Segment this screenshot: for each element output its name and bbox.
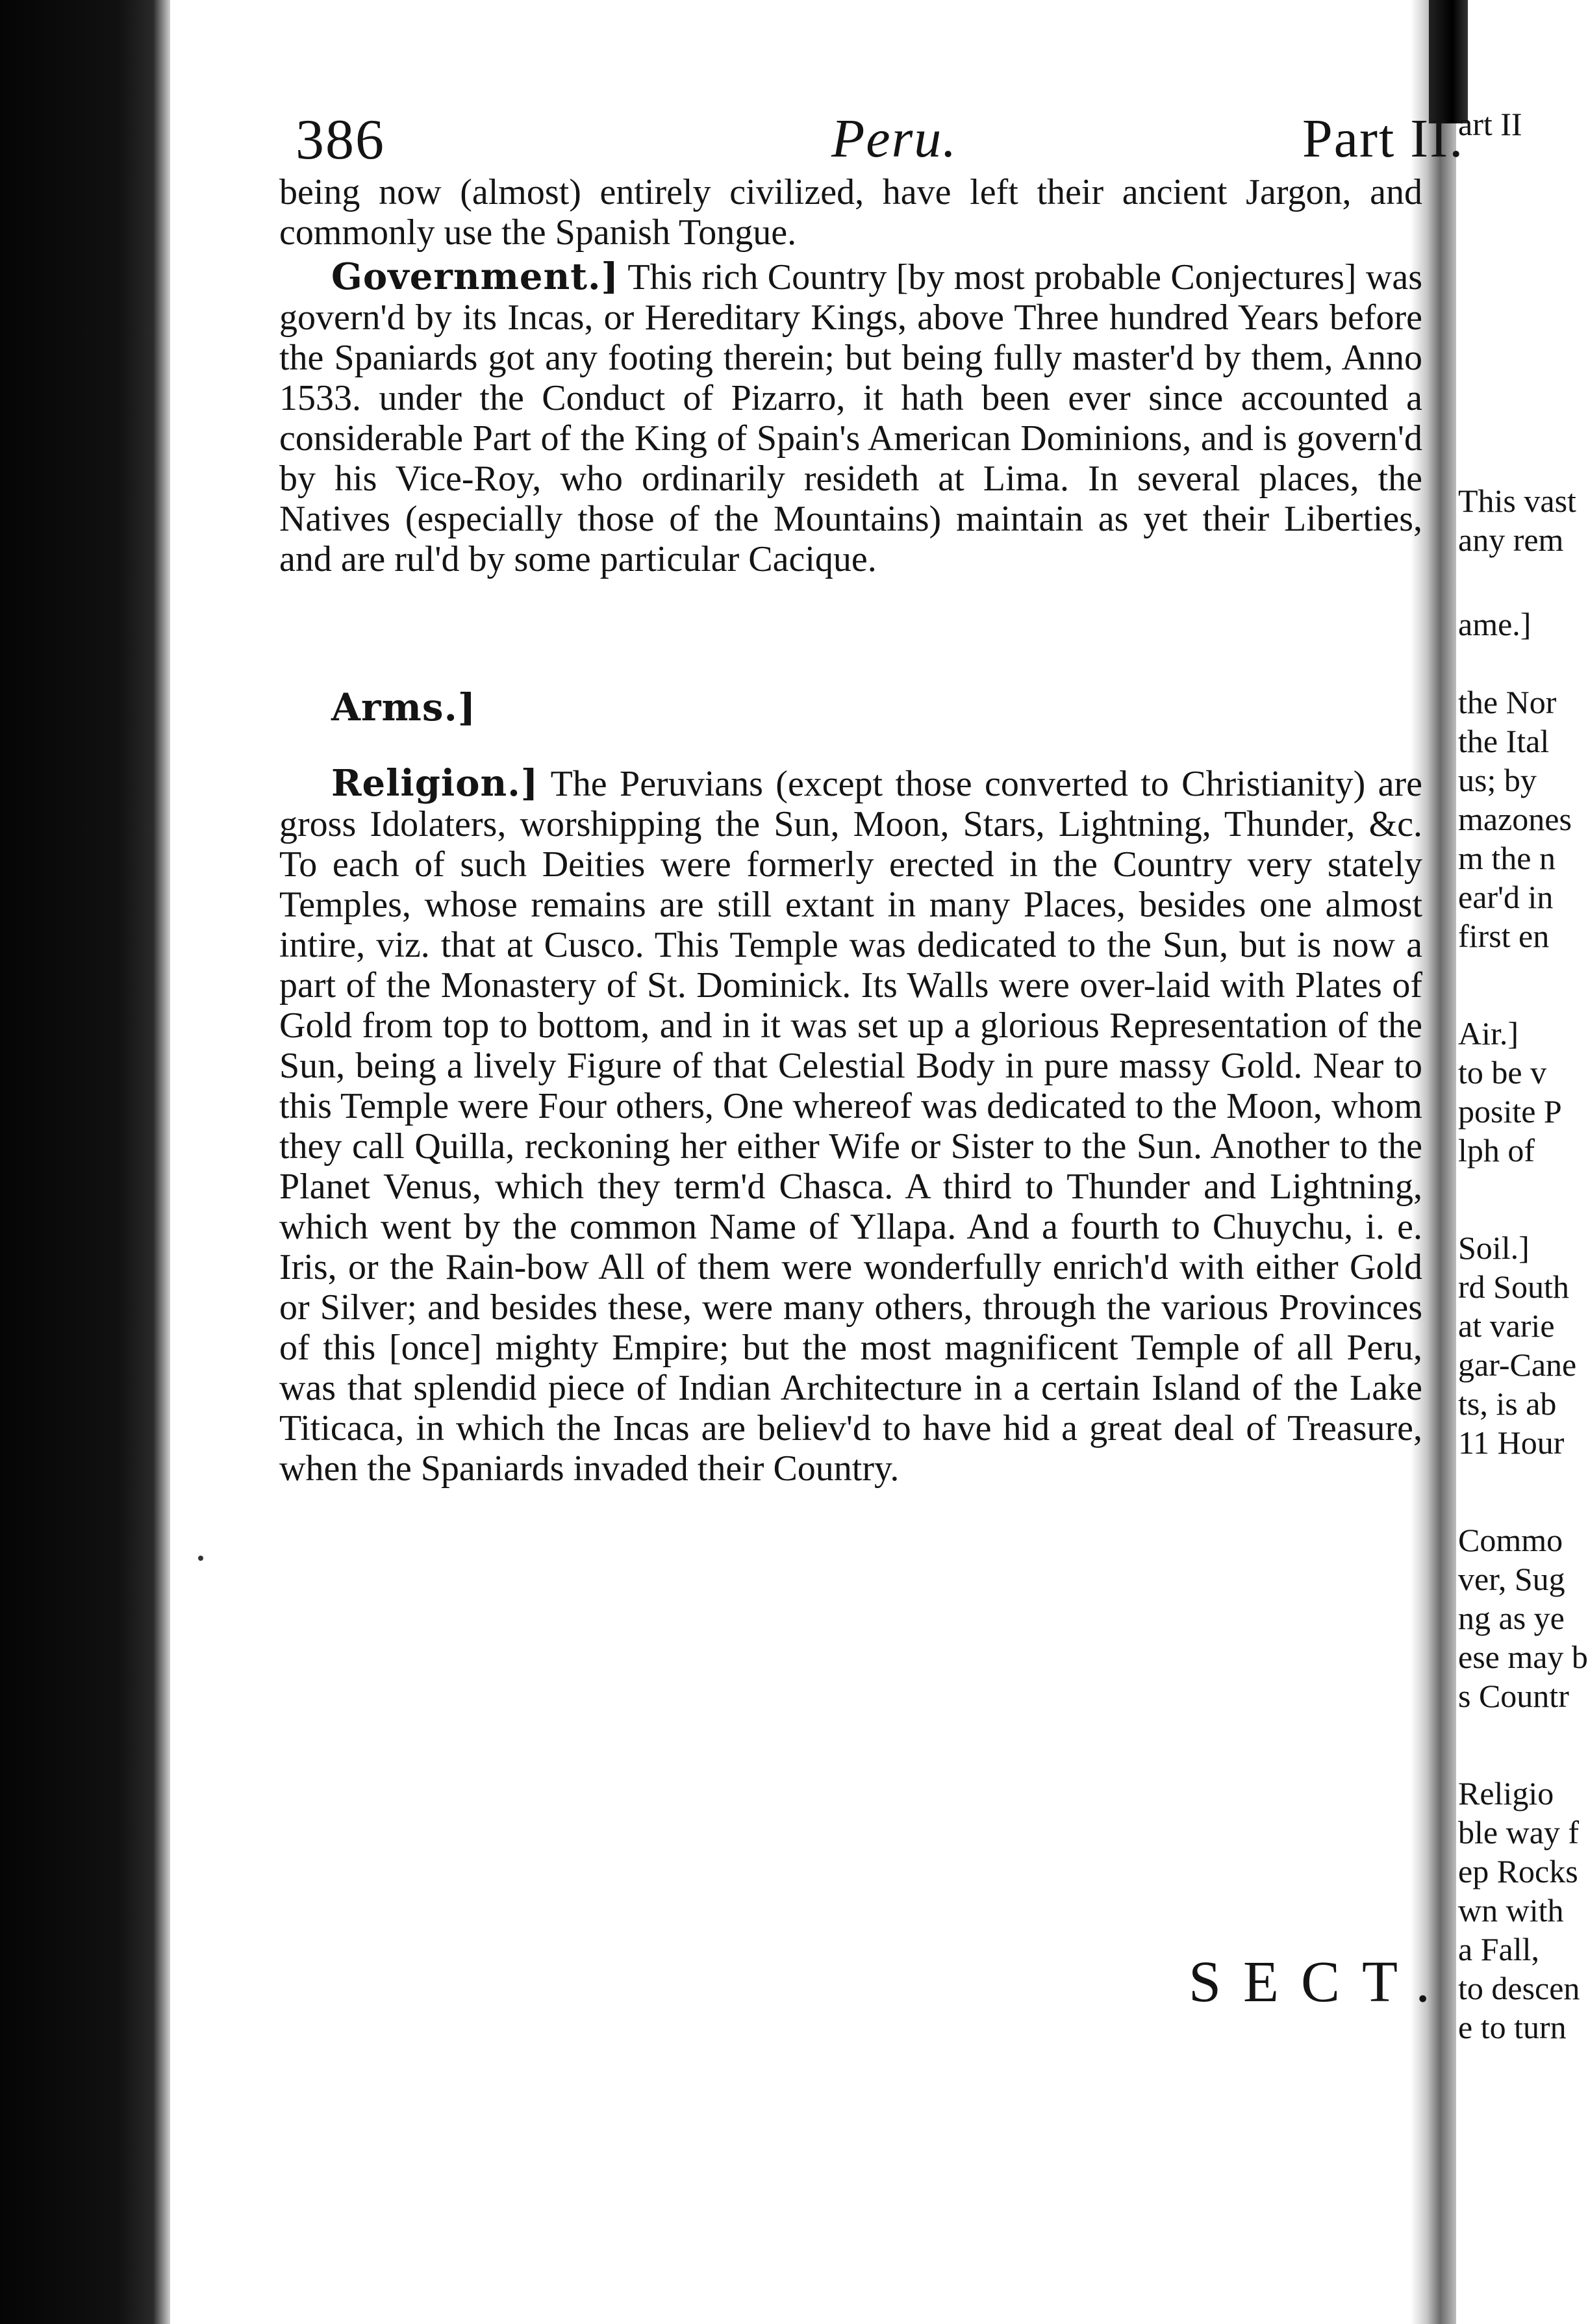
facing-page-line: wn with	[1458, 1892, 1564, 1928]
facing-page-line: any rem	[1458, 522, 1564, 558]
facing-page-line: This vast	[1458, 483, 1576, 519]
religion-text: The Peruvians (except those converted to Christianity) are gross Idolaters, worshipping the Sun, Moon, Stars, Lightning, Thunder, &c. To each of such Deities were formerly erected in the Country very stately Temples, whose remains are still extant in many Places, besides one almost intire, viz. that at Cusco. This Temple was dedicated to the Sun, but is now a part of the Monastery of St. Dominick. Its Walls were over-laid with Plates of Gold from top to bottom, and in it was set up a glorious Representation of the Sun, being a lively Figure of that Celestial Body in pure massy Gold. Near to this Temple were Four others, One whereof was dedicated to the Moon, whom they call Quilla, reckoning her either Wife or Sister to the Sun. Another to the Planet Venus, which they term'd Chasca. A third to Thunder and Lightning, which went by the common Name of Yllapa. And a fourth to Chuychu, i. e. Iris, or the Rain-bow All of them were wonderfully enrich'd with either Gold or Silver; and besides these, were many others, through the various Provinces of this [once] mighty Empire; but the most magnificent Temple of all Peru, was that splendid piece of Indian Architecture in a certain Island of the Lake Titicaca, in which the Incas are believ'd to have hid a great deal of Treasure, when the Spaniards invaded their Country.	[279, 764, 1422, 1489]
facing-page-line: to descen	[1458, 1970, 1580, 2006]
facing-page-line: posite P	[1458, 1093, 1562, 1130]
facing-page-line: ver, Sug	[1458, 1561, 1565, 1597]
government-heading: Government.]	[331, 255, 620, 298]
government-section	[279, 257, 1422, 579]
facing-page-line: 11 Hour	[1458, 1424, 1565, 1461]
part-label: Part II.	[1302, 108, 1465, 169]
facing-page-line: at varie	[1458, 1307, 1555, 1344]
intro-paragraph: being now (almost) entirely civilized, have left their ancient Jargon, and commonly use the Spanish Tongue.	[279, 172, 1422, 253]
facing-page-line: the Nor	[1458, 684, 1557, 720]
facing-page-line: mazones	[1458, 801, 1572, 837]
intro-block	[279, 172, 1422, 253]
facing-page-line: m the n	[1458, 840, 1556, 876]
facing-page-line: ame.]	[1458, 606, 1531, 642]
facing-page-line: to be v	[1458, 1054, 1547, 1091]
facing-page-line: rd South	[1458, 1269, 1569, 1305]
facing-page-line: ble way f	[1458, 1814, 1580, 1850]
facing-page-line: a Fall,	[1458, 1931, 1539, 1967]
religion-section	[279, 763, 1422, 1489]
facing-page-line: gar-Cane	[1458, 1346, 1577, 1383]
government-text: This rich Country [by most probable Conjectures] was govern'd by its Incas, or Hereditary Kings, above Three hundred Years before the Spaniards got any footing therein; but being fully master'd by them, Anno 1533. under the Conduct of Pizarro, it hath been ever since accounted a considerable Part of the King of Spain's American Dominions, and is govern'd by his Vice-Roy, who ordinarily resideth at Lima. In several places, the Natives (especially those of the Mountains) maintain as yet their Liberties, and are rul'd by some particular Cacique.	[279, 257, 1422, 579]
facing-page-line: ese may b	[1458, 1639, 1588, 1675]
facing-page-line: us; by	[1458, 762, 1537, 798]
facing-page-line: Soil.]	[1458, 1230, 1530, 1266]
facing-page-line: Religio	[1458, 1775, 1554, 1812]
catchword: SECT.	[1189, 1950, 1452, 2014]
facing-page-line: first en	[1458, 918, 1550, 954]
facing-page-line: ear'd in	[1458, 879, 1554, 915]
facing-page-line: Commo	[1458, 1522, 1563, 1558]
facing-page-line: ts, is ab	[1458, 1385, 1557, 1422]
government-paragraph	[279, 257, 1422, 579]
religion-paragraph	[279, 763, 1422, 1489]
facing-page-line: art II	[1458, 106, 1522, 142]
facing-page-line: ng as ye	[1458, 1600, 1565, 1636]
facing-page-line: lph of	[1458, 1132, 1535, 1168]
margin-dot	[198, 1556, 203, 1561]
facing-page-line: the Ital	[1458, 723, 1550, 759]
facing-page-line: e to turn	[1458, 2009, 1567, 2045]
facing-page-line: ep Rocks	[1458, 1853, 1578, 1889]
running-title: Peru.	[831, 108, 958, 169]
facing-page-line: Air.]	[1458, 1015, 1519, 1052]
religion-heading: Religion.]	[331, 762, 539, 805]
book-binding	[0, 0, 170, 2324]
arms-heading: Arms.]	[331, 685, 477, 729]
page-number: 386	[296, 108, 385, 171]
facing-page-line: s Countr	[1458, 1678, 1569, 1714]
